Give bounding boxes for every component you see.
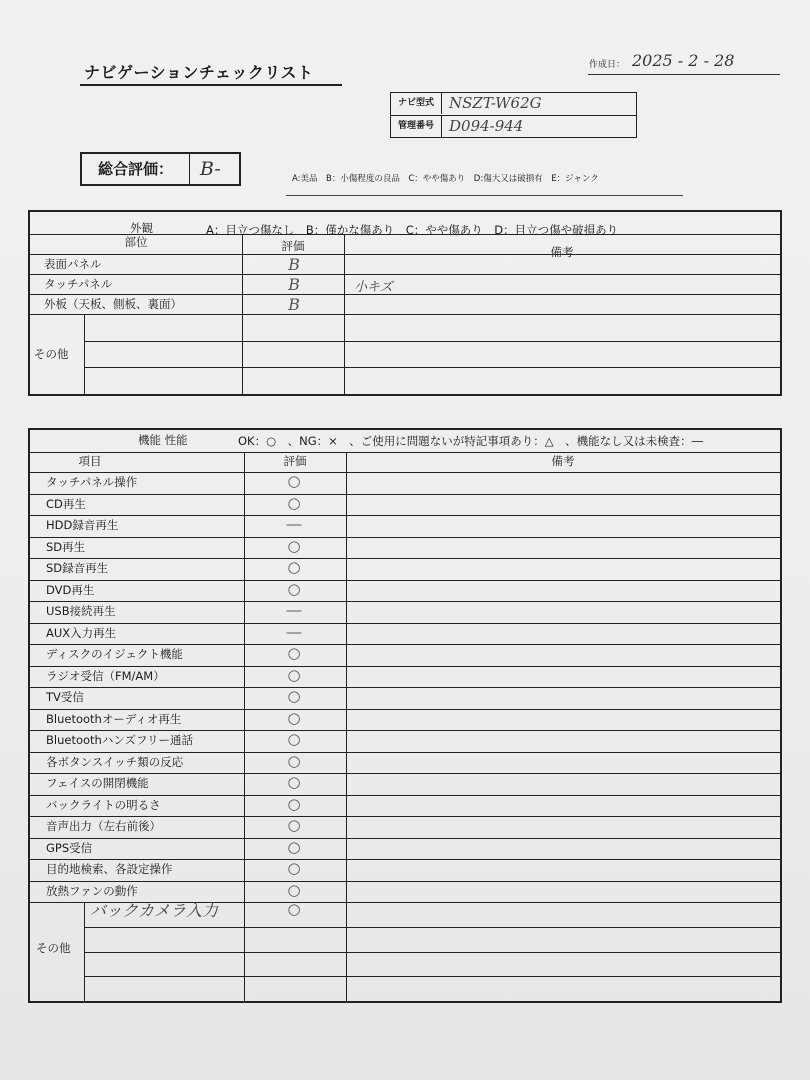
function-section-title: 機能 性能 — [138, 433, 188, 447]
grade-legend: A:美品 B：小傷程度の良品 C：やや傷あり D:傷大又は破損有 E：ジャンク — [292, 174, 599, 184]
exterior-colhead-rule — [30, 254, 780, 255]
function-item-label: 放熱ファンの動作 — [46, 883, 138, 898]
function-col-divider-1 — [244, 452, 245, 1001]
function-item-label: SD再生 — [46, 539, 86, 554]
exterior-section-title: 外観 — [130, 221, 153, 235]
exterior-eval-mark: B — [288, 255, 300, 274]
exterior-col-note: 備考 — [550, 245, 574, 259]
function-eval-mark: ○ — [287, 536, 301, 555]
legend-underline — [286, 195, 683, 196]
exterior-note: 小キズ — [354, 280, 393, 295]
function-eval-mark: ○ — [287, 708, 301, 727]
function-eval-mark: ○ — [287, 730, 301, 748]
exterior-row-rule — [30, 274, 780, 275]
function-item-label: GPS受信 — [46, 840, 93, 855]
function-row-rule — [30, 601, 780, 602]
function-other-divider — [84, 902, 85, 1001]
mgmt-value: D094-944 — [449, 117, 524, 135]
function-eval-mark: ― — [286, 515, 302, 533]
function-eval-mark: ○ — [287, 816, 301, 834]
date-label: 作成日： — [589, 60, 626, 70]
function-colhead-rule — [30, 472, 780, 473]
date-value: 2025 - 2 - 28 — [632, 51, 735, 70]
overall-rating-box — [80, 152, 241, 186]
function-row-rule — [30, 515, 780, 516]
function-table — [28, 428, 782, 1003]
function-item-label: ディスクのイジェクト機能 — [46, 647, 183, 661]
model-row — [391, 93, 636, 115]
date-underline — [588, 74, 780, 75]
exterior-other-rule — [84, 341, 780, 342]
function-legend: OK：○ 、NG：× 、ご使用に問題ないが特記事項あり：△ 、機能なし又は未検査：― — [238, 434, 704, 448]
function-col-note: 備考 — [551, 454, 575, 468]
exterior-row-rule — [30, 314, 780, 315]
model-value: NSZT-W62G — [449, 94, 542, 112]
function-other-rule — [84, 927, 780, 928]
function-item-label: AUX入力再生 — [46, 625, 117, 640]
function-item-label: TV受信 — [46, 690, 84, 704]
exterior-eval-mark: B — [288, 295, 300, 314]
overall-value: B- — [200, 158, 221, 180]
function-row-rule — [30, 623, 780, 624]
exterior-other-rule — [84, 367, 780, 368]
function-item-label: 目的地検索、各設定操作 — [46, 862, 173, 876]
function-row-rule — [30, 838, 780, 839]
function-eval-mark: ○ — [287, 837, 301, 856]
function-row-rule — [30, 580, 780, 581]
function-eval-mark: ― — [286, 601, 302, 619]
function-row-rule — [30, 494, 780, 495]
function-row-rule — [30, 558, 780, 559]
function-item-label: 各ボタンスイッチ類の反応 — [46, 754, 184, 769]
exterior-part-label: 外板（天板、側板、裏面） — [44, 297, 182, 311]
function-eval-mark: ○ — [287, 579, 301, 598]
exterior-part-label: タッチパネル — [44, 277, 113, 291]
function-item-label: ラジオ受信（FM/AM） — [46, 668, 165, 683]
exterior-col-divider-2 — [344, 234, 345, 394]
function-row-rule — [30, 687, 780, 688]
function-eval-mark: ○ — [287, 880, 301, 899]
mgmt-label: 管理番号 — [391, 116, 442, 137]
exterior-other-divider — [84, 314, 85, 394]
exterior-col-part: 部位 — [124, 235, 148, 249]
function-item-label: USB接続再生 — [46, 604, 116, 618]
function-item-label: Bluetoothオーディオ再生 — [46, 711, 182, 726]
function-eval-mark: ○ — [287, 665, 301, 684]
function-col-divider-2 — [346, 452, 347, 1001]
function-col-eval: 評価 — [283, 454, 307, 468]
function-item-label: DVD再生 — [46, 582, 95, 597]
model-label: ナビ型式 — [391, 93, 442, 114]
exterior-part-label: 表面パネル — [44, 257, 102, 271]
function-eval-mark: ○ — [287, 773, 301, 791]
function-eval-mark: ― — [286, 622, 302, 641]
function-eval-mark: ○ — [287, 687, 301, 705]
function-other-rule — [84, 976, 780, 977]
function-other-rule — [84, 952, 780, 953]
function-eval-mark: ○ — [287, 493, 301, 512]
mgmt-row — [391, 116, 636, 138]
function-other-eval: ○ — [287, 900, 301, 918]
model-info-box — [390, 92, 637, 138]
function-col-item: 項目 — [78, 454, 102, 468]
function-item-label: Bluetoothハンズフリー通話 — [46, 733, 194, 747]
exterior-eval-mark: B — [288, 275, 300, 294]
exterior-col-divider-1 — [242, 234, 243, 394]
function-item-label: SD録音再生 — [46, 561, 109, 575]
page-title: ナビゲーションチェックリスト — [84, 63, 314, 82]
function-other-item: バックカメラ入力 — [90, 901, 219, 920]
function-eval-mark: ○ — [287, 558, 301, 576]
function-eval-mark: ○ — [287, 644, 301, 662]
function-item-label: タッチパネル操作 — [46, 475, 138, 489]
exterior-other-label: その他 — [34, 347, 69, 361]
function-eval-mark: ○ — [287, 794, 301, 813]
exterior-table — [28, 210, 782, 396]
function-eval-mark: ○ — [287, 472, 301, 490]
function-item-label: HDD録音再生 — [46, 518, 119, 532]
function-eval-mark: ○ — [287, 859, 301, 877]
function-other-label: その他 — [36, 940, 71, 955]
exterior-legend: A：目立つ傷なし B：僅かな傷あり C：やや傷あり D：目立つ傷や破損あり — [206, 223, 619, 237]
function-item-label: 音声出力（左右前後） — [46, 819, 161, 833]
title-underline — [80, 84, 342, 86]
function-eval-mark: ○ — [287, 751, 301, 770]
exterior-col-eval: 評価 — [281, 239, 305, 253]
function-row-rule — [30, 537, 780, 538]
overall-label: 総合評価： — [82, 154, 190, 184]
function-item-label: CD再生 — [46, 496, 86, 511]
function-item-label: フェイスの開閉機能 — [46, 776, 149, 790]
function-item-label: バックライトの明るさ — [46, 797, 161, 812]
function-row-rule — [30, 881, 780, 882]
